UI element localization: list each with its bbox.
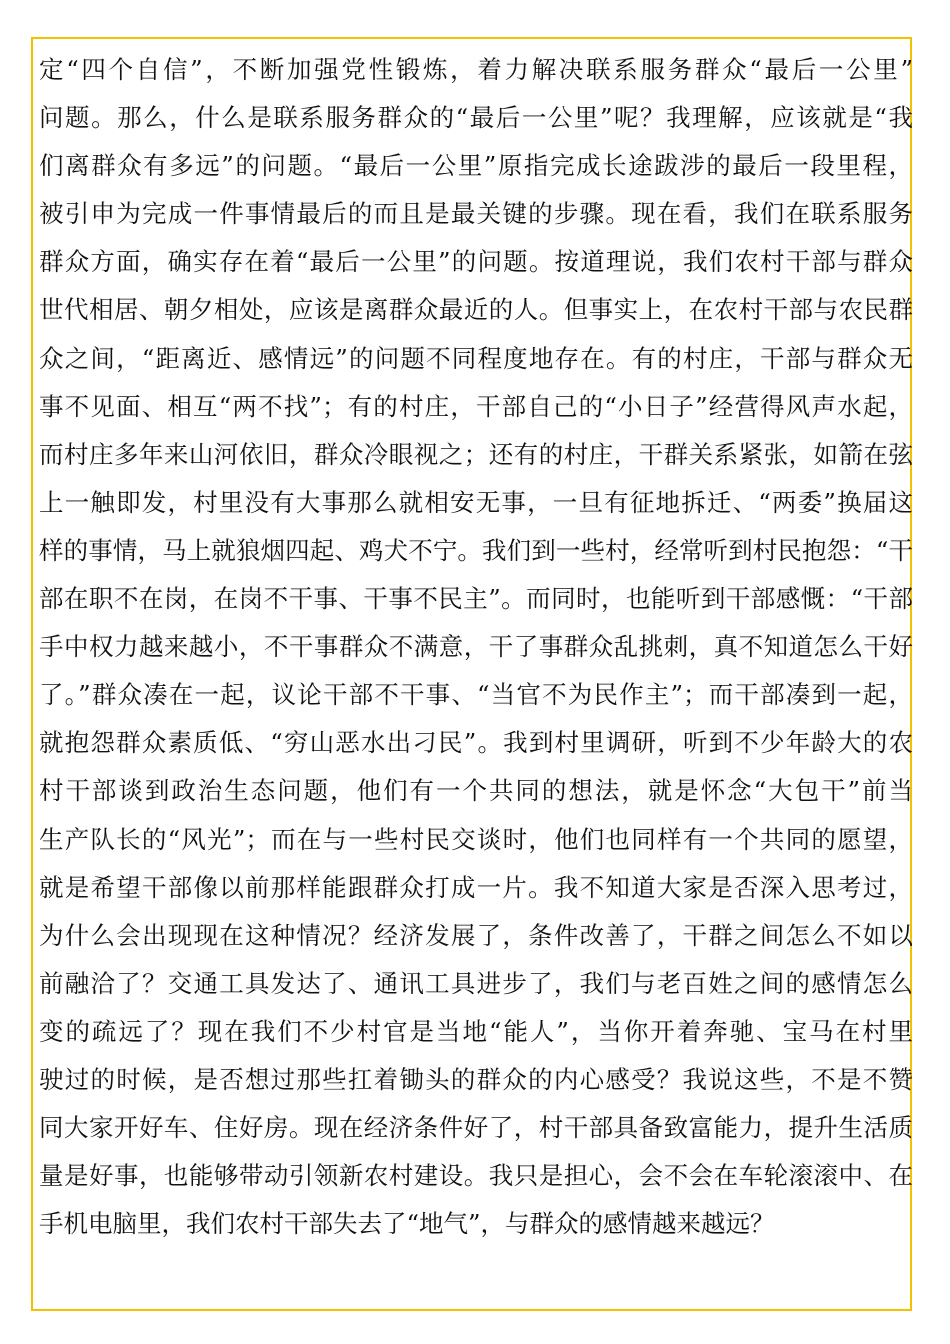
document-body	[39, 46, 913, 1248]
text-line: 部在职不在岗，在岗不干事、干事不民主”。而同时，也能听到干部感慨：“干部	[39, 584, 913, 614]
text-line: 同大家开好车、住好房。现在经济条件好了，村干部具备致富能力，提升生活质	[39, 1113, 913, 1143]
text-line: 众之间，“距离近、感情远”的问题不同程度地存在。有的村庄，干部与群众无	[39, 343, 913, 373]
text-line: 样的事情，马上就狼烟四起、鸡犬不宁。我们到一些村，经常听到村民抱怨：“干	[39, 535, 913, 565]
text-line: 生产队长的“风光”；而在与一些村民交谈时，他们也同样有一个共同的愿望，	[39, 824, 913, 854]
text-line: 变的疏远了？现在我们不少村官是当地“能人”，当你开着奔驰、宝马在村里	[39, 1016, 913, 1046]
text-line: 事不见面、相互“两不找”；有的村庄，干部自己的“小日子”经营得风声水起，	[39, 391, 913, 421]
text-line: 就是希望干部像以前那样能跟群众打成一片。我不知道大家是否深入思考过，	[39, 872, 913, 902]
text-line: 上一触即发，村里没有大事那么就相安无事，一旦有征地拆迁、“两委”换届这	[39, 487, 913, 517]
text-line: 群众方面，确实存在着“最后一公里”的问题。按道理说，我们农村干部与群众	[39, 247, 913, 277]
text-line: 了。”群众凑在一起，议论干部不干事、“当官不为民作主”；而干部凑到一起，	[39, 680, 913, 710]
text-line-last: 手机电脑里，我们农村干部失去了“地气”，与群众的感情越来越远？	[39, 1209, 775, 1239]
text-line: 们离群众有多远”的问题。“最后一公里”原指完成长途跋涉的最后一段里程，	[39, 151, 913, 181]
text-line: 世代相居、朝夕相处，应该是离群众最近的人。但事实上，在农村干部与农民群	[39, 295, 913, 325]
text-line: 村干部谈到政治生态问题，他们有一个共同的想法，就是怀念“大包干”前当	[39, 776, 913, 806]
text-line: 问题。那么，什么是联系服务群众的“最后一公里”呢？我理解，应该就是“我	[39, 103, 913, 133]
text-line: 量是好事，也能够带动引领新农村建设。我只是担心，会不会在车轮滚滚中、在	[39, 1161, 913, 1191]
text-line: 就抱怨群众素质低、“穷山恶水出刁民”。我到村里调研，听到不少年龄大的农	[39, 728, 913, 758]
text-line: 前融洽了？交通工具发达了、通讯工具进步了，我们与老百姓之间的感情怎么	[39, 968, 913, 998]
text-line: 而村庄多年来山河依旧，群众冷眼视之；还有的村庄，干群关系紧张，如箭在弦	[39, 439, 913, 469]
text-line: 被引申为完成一件事情最后的而且是最关键的步骤。现在看，我们在联系服务	[39, 199, 913, 229]
text-line: 为什么会出现现在这种情况？经济发展了，条件改善了，干群之间怎么不如以	[39, 920, 913, 950]
text-line: 驶过的时候，是否想过那些扛着锄头的群众的内心感受？我说这些，不是不赞	[39, 1064, 913, 1094]
text-line: 定“四个自信”，不断加强党性锻炼，着力解决联系服务群众“最后一公里”	[39, 55, 913, 84]
text-line: 手中权力越来越小，不干事群众不满意，干了事群众乱挑刺，真不知道怎么干好	[39, 632, 913, 662]
